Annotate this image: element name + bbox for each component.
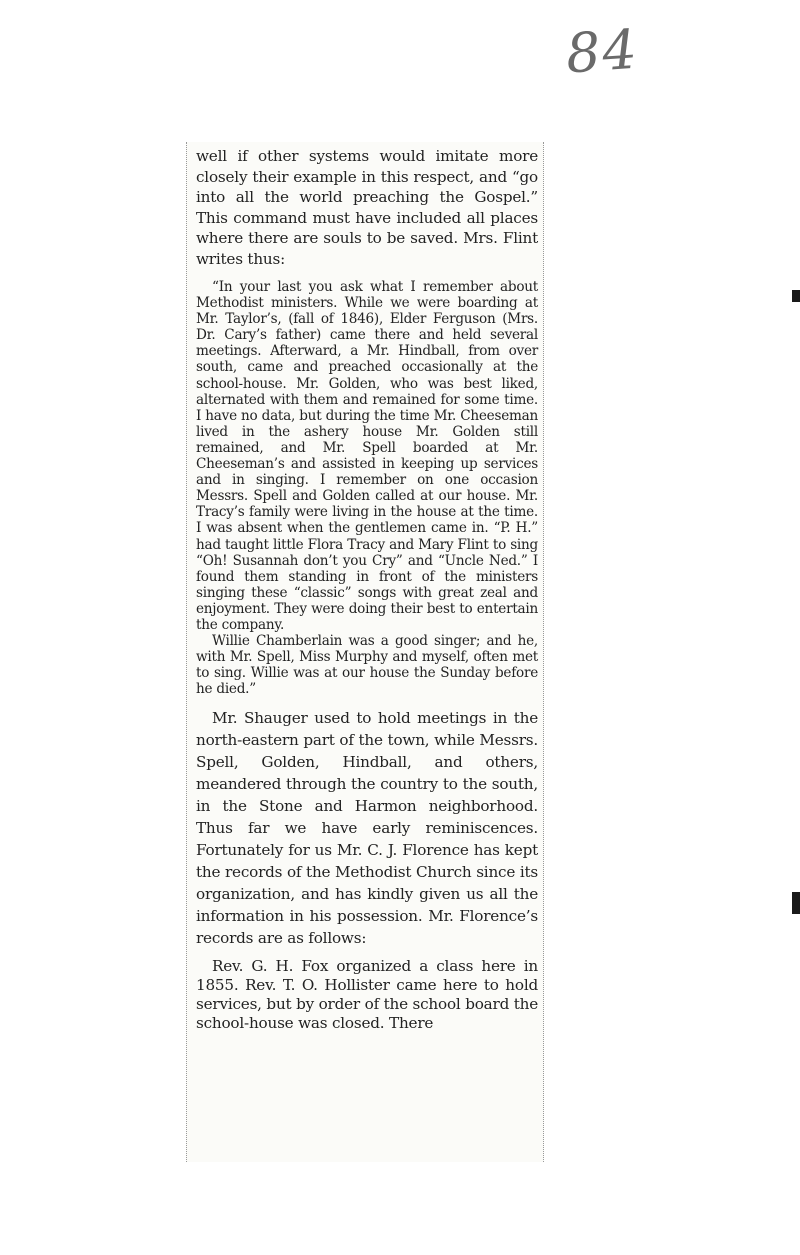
article-paragraph: Willie Chamberlain was a good singer; and he, with Mr. Spell, Miss Murphy and myself, often met to sing. Willie was at our house the Sunday before he died.” xyxy=(196,633,538,698)
scan-edge-mark xyxy=(792,892,800,914)
article-paragraph: Mr. Shauger used to hold meetings in the north-eastern part of the town, while Messrs. Spell, Golden, Hindball, and others, meandered through the country to the south, in the Stone and Harmon neighborhood. Thus far we have early reminiscences. Fortunately for us Mr. C. J. Florence has kept the records of the Methodist Church since its organization, and has kindly given us all the information in his possession. Mr. Florence’s records are as follows: xyxy=(196,709,538,948)
page-number: 84 xyxy=(563,17,641,86)
article-paragraph: well if other systems would imitate more closely their example in this respect, and “go into all the world preaching the Gospel.” This command must have included all places where there are souls to be saved. Mrs. Flint writes thus: xyxy=(196,147,538,268)
article-column xyxy=(196,146,538,1033)
article-paragraph: “In your last you ask what I remember about Methodist ministers. While we were boarding at Mr. Taylor’s, (fall of 1846), Elder Ferguson (Mrs. Dr. Cary’s father) came there and held several meetings. Afterward, a Mr. Hindball, from over south, came and preached occasionally at the school-house. Mr. Golden, who was best liked, alternated with them and remained for some time. I have no data, but during the time Mr. Cheeseman lived in the ashery house Mr. Golden still remained, and Mr. Spell boarded at Mr. Cheeseman’s and assisted in keeping up services and in singing. I remember on one occasion Messrs. Spell and Golden called at our house. Mr. Tracy’s family were living in the house at the time. I was absent when the gentlemen came in. “P. H.” had taught little Flora Tracy and Mary Flint to sing “Oh! Susannah don’t you Cry” and “Uncle Ned.” I found them standing in front of the ministers singing these “classic” songs with great zeal and enjoyment. They were doing their best to entertain the company. xyxy=(196,279,538,633)
scan-edge-mark xyxy=(792,290,800,302)
article-paragraph: Rev. G. H. Fox organized a class here in 1855. Rev. T. O. Hollister came here to hold services, but by order of the school board the school-house was closed. There xyxy=(196,957,538,1033)
